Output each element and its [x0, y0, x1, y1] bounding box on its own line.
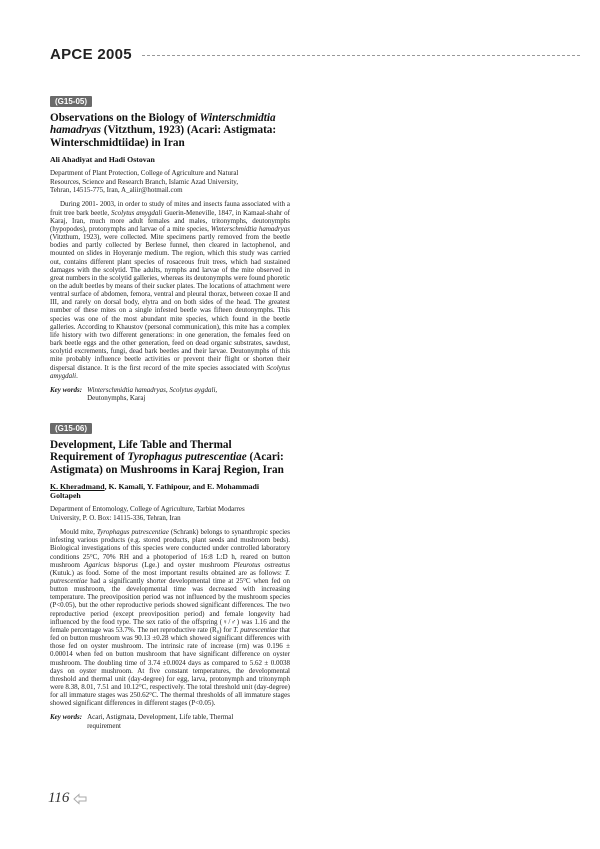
journal-title: APCE 2005 — [50, 45, 132, 63]
article-title: Development, Life Table and Thermal Requirement of Tyrophagus putrescentiae (Acari: Astigmata) on Mushrooms in Karaj Region, Iran — [50, 439, 284, 476]
article-code-badge: (G15-06) — [50, 423, 92, 434]
article-affiliation: Department of Plant Protection, College of Agriculture and Natural Resources, Science and Research Branch, Islamic Azad University, Tehran, 14515-775, Iran, A_aliir@hotmail.com — [50, 169, 239, 195]
article-code-badge: (G15-05) — [50, 96, 92, 107]
article-keywords: Key words: Acari, Astigmata, Development, Life table, Thermal requirement — [50, 713, 234, 730]
article-affiliation: Department of Entomology, College of Agriculture, Tarbiat Modarres University, P. O. Box: 14115-336, Tehran, Iran — [50, 505, 245, 522]
running-head — [50, 44, 580, 64]
article-g15-05 — [50, 91, 290, 402]
article-g15-06 — [50, 418, 290, 730]
keywords-label: Key words: — [50, 385, 83, 394]
header-rule — [142, 55, 580, 56]
article-abstract: During 2001- 2003, in order to study of mites and insects fauna associated with a fruit tree bark beetle, Scolytus amygdali Guerin-Meneville, 1847, in Kamaal-shahr of Karaj, Iran, much more adult females and males, tritonymphs, deutonymphs (hypopodes), protonymphs and larvae of a mite species, Winterschmidtia hamadryas (Vitzthum, 1923), were collected. Mite specimens partly removed from the beetle bodies and partly collected by Berlese funnel, then cleared in lactophenol, and mounted on slides in Hoyeranje medium. The region, which this study was carried out, contains different plant species of rosaceous fruit trees, which had sustained damages with the scolytid. The adults, nymphs and larvae of the mite observed in great numbers in the scolytid galleries, whereas its deutonymphs were found phoretic on the adult beetles by means of their sucker plates. The locations of attachment were ventral surface of abdomen, femora, ventral and pleural thorax, between coxae II and III, and rarely on dorsal body, elytra and on both sides of the head. The greatest number of these mites on a single infested beetle was fifteen deutonymphs. This species was one of the most abundant mite species, which found in the beetle galleries. According to Khaustov (personal communication), this mite has a complex life history with two different generations: in one generation, the females feed on bark beetle eggs and the other generation, feed on dead organic substrates, sawdust, scolytid excrements, fungi, dead bark beetles and their larvae. Deutonymphs of this mite probably influence beetle activities or prevent their flight or shorten their dispersal distance. It is the first record of the mite species associated with Scolytus amygdali. — [50, 200, 290, 380]
page-footer — [48, 790, 87, 807]
page-number: 116 — [48, 790, 70, 806]
keywords-label: Key words: — [50, 713, 83, 722]
article-keywords: Key words: Winterschmidtia hamadryas, Scolytus aygdali, Deutonymphs, Karaj — [50, 385, 218, 403]
article-abstract: Mould mite, Tyrophagus putrescentiae (Schrank) belongs to synanthropic species infesting various products (e.g. stored products, plant seeds and mushroom beds). Biological investigations of this species were conducted under controlled laboratory conditions 25°C, 70% RH and a photoperiod of 16:8 L:D h, reared on button mushroom Agaricus bisporus (Lge.) and oyster mushroom Pleurotus ostreatus (Kutuk.) as food. Some of the most important results obtained are as follows: T. putrescentiae had a significantly shorter developmental time at 25°C when fed on button mushroom, the developmental time was decreased with increasing temperature. The preoviposition period was not influenced by the mushroom species (P<0.05), but the other reproductive periods showed significant differences. The two reproductive period (except preoviposition period) and female longevity had influenced by the food type. The sex ratio of the offspring (♀/♂) was 1.16 and the female percentage was 53.7%. The net reproductive rate (R₀) for T. putrescentiae that fed on button mushroom was 90.13 ±0.28 which showed significant differences with those fed on oyster mushroom. The intrinsic rate of increase (rm) was 0.196 ± 0.00014 when fed on button mushroom that have significant difference on oyster mushroom. The doubling time of 3.74 ±0.0024 days as compared to 5.62 ± 0.0038 days on oyster mushroom. At five constant temperatures, the developmental threshold and thermal unit (day-degree) for egg, larva, protonymph and tritonymph were 8.38, 8.01, 7.51 and 10.12°C, respectively. The total threshold unit (day-degree) for all immature stages was 250.62°C. The thermal thresholds of all immature stages showed significant differences in different stages (P<0.05). — [50, 528, 290, 708]
arrow-left-icon — [73, 793, 87, 805]
article-authors: Ali Ahadiyat and Hadi Ostovan — [50, 155, 155, 165]
article-title: Observations on the Biology of Winterschmidtia hamadryas (Vitzthum, 1923) (Acari: Astigmata: Winterschmidtiidae) in Iran — [50, 112, 277, 149]
article-authors: K. Kheradmand, K. Kamali, Y. Fathipour, and E. Mohammadi Goltapeh — [50, 482, 260, 501]
